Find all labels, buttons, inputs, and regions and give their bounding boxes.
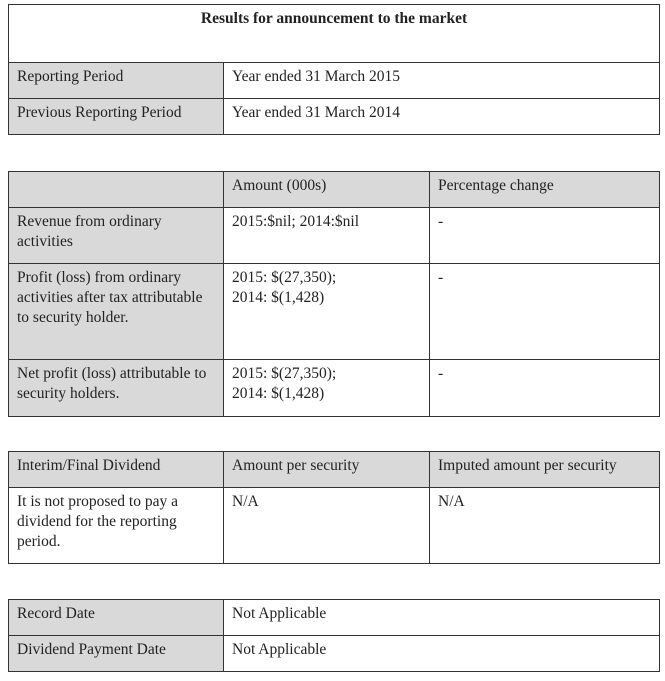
revenue-label: Revenue from ordinary activities <box>9 208 224 264</box>
dividend-table <box>8 451 660 564</box>
reporting-period-value: Year ended 31 March 2015 <box>224 63 660 99</box>
dividend-header-amount: Amount per security <box>224 452 430 488</box>
profit-change: - <box>430 264 660 360</box>
record-date-value: Not Applicable <box>224 600 660 636</box>
profit-amount <box>224 264 430 360</box>
dividend-amount: N/A <box>224 488 430 564</box>
results-table <box>8 171 660 417</box>
page-title: Results for announcement to the market <box>9 5 660 63</box>
profit-amount-2015: 2015: $(27,350); <box>232 269 337 286</box>
dividend-imputed: N/A <box>430 488 660 564</box>
reporting-period-label: Reporting Period <box>9 63 224 99</box>
dividend-statement: It is not proposed to pay a dividend for the reporting period. <box>9 488 224 564</box>
net-profit-change: - <box>430 360 660 417</box>
net-profit-amount-2014: 2014: $(1,428) <box>232 385 325 402</box>
results-header-empty <box>9 172 224 208</box>
previous-period-value: Year ended 31 March 2014 <box>224 99 660 135</box>
revenue-change: - <box>430 208 660 264</box>
payment-date-label: Dividend Payment Date <box>9 636 224 672</box>
net-profit-amount-2015: 2015: $(27,350); <box>232 365 337 382</box>
results-header-change: Percentage change <box>430 172 660 208</box>
results-header-amount: Amount (000s) <box>224 172 430 208</box>
dates-table <box>8 599 660 672</box>
revenue-amount: 2015:$nil; 2014:$nil <box>224 208 430 264</box>
net-profit-amount <box>224 360 430 417</box>
periods-table <box>8 4 660 135</box>
record-date-label: Record Date <box>9 600 224 636</box>
profit-amount-2014: 2014: $(1,428) <box>232 289 325 306</box>
dividend-header-imputed: Imputed amount per security <box>430 452 660 488</box>
net-profit-label: Net profit (loss) attributable to security holders. <box>9 360 224 417</box>
profit-label: Profit (loss) from ordinary activities after tax attributable to security holder. <box>9 264 224 360</box>
payment-date-value: Not Applicable <box>224 636 660 672</box>
previous-period-label: Previous Reporting Period <box>9 99 224 135</box>
dividend-header-type: Interim/Final Dividend <box>9 452 224 488</box>
